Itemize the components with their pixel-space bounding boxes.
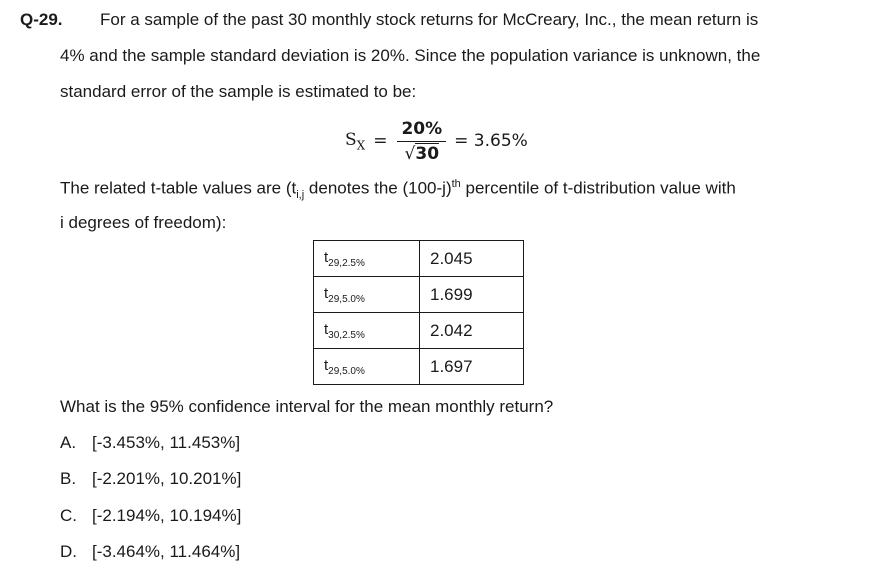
t-symbol: t xyxy=(324,356,329,374)
question-text: What is the 95% confidence interval for the mean monthly return? xyxy=(60,397,554,416)
t-symbol: t xyxy=(324,248,329,266)
table-row xyxy=(314,241,524,277)
t-label-cell xyxy=(314,277,420,313)
table-intro-line-2: i degrees of freedom): xyxy=(60,213,227,232)
option-d[interactable] xyxy=(60,542,240,562)
formula-equals: = xyxy=(373,131,388,151)
option-text: [-2.194%, 10.194%] xyxy=(92,506,242,525)
table-intro-part1: The related t-table values are (t xyxy=(60,178,297,198)
t-label-cell xyxy=(314,241,420,277)
formula-fraction xyxy=(397,119,446,164)
formula-lhs-symbol: S xyxy=(345,129,357,150)
table-intro-line-1 xyxy=(60,178,736,201)
t-subscript: 29,2.5% xyxy=(328,257,365,269)
option-text: [-3.453%, 11.453%] xyxy=(92,433,241,452)
option-letter: A. xyxy=(60,433,77,452)
question-number: Q-29. xyxy=(20,10,63,29)
formula-lhs-subscript: X xyxy=(356,138,366,153)
t-symbol: t xyxy=(324,320,329,338)
option-text: [-3.464%, 11.464%] xyxy=(92,542,241,561)
table-row xyxy=(314,277,524,313)
option-letter: D. xyxy=(60,542,77,561)
t-label-cell xyxy=(314,349,420,385)
table-row xyxy=(314,349,524,385)
table-intro-superscript: th xyxy=(451,178,461,190)
table-intro-part3: percentile of t-distribution value with xyxy=(460,178,736,198)
option-text: [-2.201%, 10.201%] xyxy=(92,469,242,488)
option-letter: C. xyxy=(60,506,77,525)
t-symbol: t xyxy=(324,284,329,302)
t-subscript: 29,5.0% xyxy=(328,293,365,305)
t-value-table xyxy=(313,240,524,385)
t-subscript: 30,2.5% xyxy=(328,329,365,341)
formula-lhs xyxy=(345,130,365,152)
intro-line-2: 4% and the sample standard deviation is 20%. Since the population variance is unknown, the xyxy=(60,46,761,65)
formula-denominator xyxy=(405,142,440,164)
intro-line-3: standard error of the sample is estimated to be: xyxy=(60,82,417,101)
square-root-icon: √ xyxy=(404,143,416,164)
option-c[interactable] xyxy=(60,506,241,526)
table-intro-subscript: i,j xyxy=(296,189,305,202)
option-letter: B. xyxy=(60,469,77,488)
option-b[interactable] xyxy=(60,469,241,489)
intro-line-1: For a sample of the past 30 monthly stock returns for McCreary, Inc., the mean return is xyxy=(100,10,759,29)
t-value-cell: 2.045 xyxy=(420,241,524,277)
table-intro-part2: denotes the (100-j) xyxy=(304,178,452,198)
t-value-cell: 1.699 xyxy=(420,277,524,313)
table-row xyxy=(314,313,524,349)
option-a[interactable] xyxy=(60,433,240,453)
t-label-cell xyxy=(314,313,420,349)
t-value-cell: 1.697 xyxy=(420,349,524,385)
formula-radicand: 30 xyxy=(415,143,440,164)
t-value-cell: 2.042 xyxy=(420,313,524,349)
t-subscript: 29,5.0% xyxy=(328,365,365,377)
formula-numerator: 20% xyxy=(397,119,446,142)
formula-result: = 3.65% xyxy=(454,131,528,151)
standard-error-formula xyxy=(345,112,528,170)
